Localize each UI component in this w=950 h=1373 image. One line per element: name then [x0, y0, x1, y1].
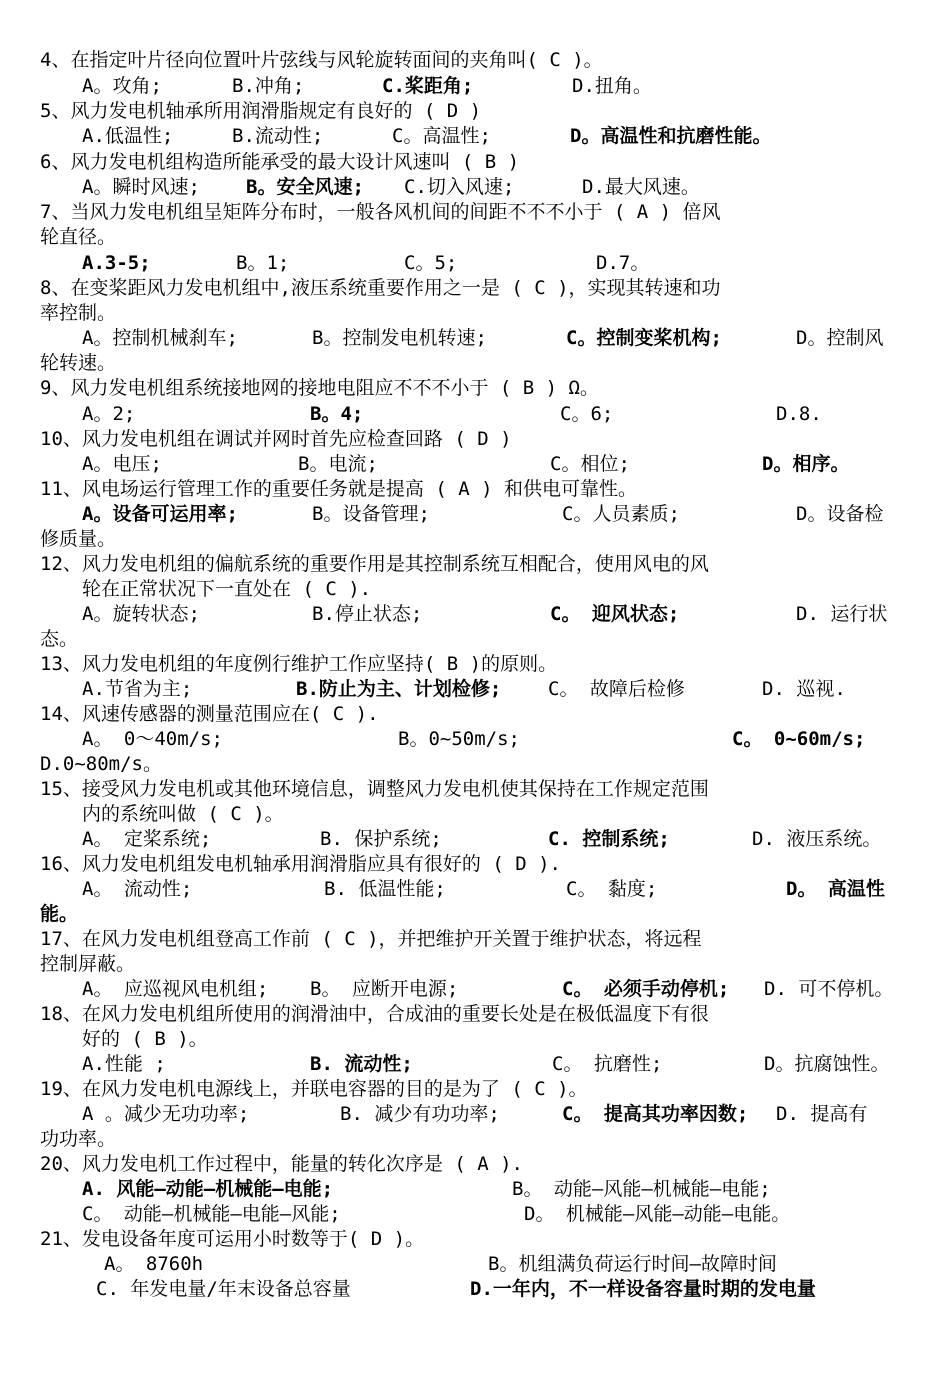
option-b: B。控制发电机转速; — [312, 327, 487, 349]
option-d-answer: D。 高温性 — [786, 878, 885, 900]
option-a: A。瞬时风速; — [82, 176, 200, 198]
document-page: 4、在指定叶片径向位置叶片弦线与风轮旋转面间的夹角叫( C )。 A。攻角; B.冲角; C.桨距角; D.扭角。 5、风力发电机轴承所用润滑脂规定有良好的 ( D ) A.低温性; B.流动性; C。高温性; D。高温性和抗磨性能。 6、风力发电机组构造所能承受的最大设计风速叫 ( B ) A。瞬时风速; B。安全风速; C.切入风速; D.最大风速。 7、当风力发电机组呈矩阵分布时，一般各风机间的间距不不不小于 ( A ) 倍风 轮直径。 A.3-5; B。1; C。5; D.7。 8、在变桨距风力发电机组中,液压系统重要作用之一是 ( C )，实现其转速和功 率控制。 A。控制机械刹车; B。控制发电机转速; C。控制变桨机构; D。控制风 轮转速。 9、风力发电机组系统接地网的接地电阻应不不不小于 ( B ) Ω。 A。2; B。4; C。6; D.8. 10、风力发电机组在调试并网时首先应检查回路 ( D ) A。电压; B。电流; C。相位; D。相序。 11、风电场运行管理工作的重要任务就是提高 ( A ) 和供电可靠性。 A。设备可运用率; B。设备管理; C。人员素质; D。设备检 修质量。 12、风力发电机组的偏航系统的重要作用是其控制系统互相配合，使用风电的风 轮在正常状况下一直处在 ( C ). A。旋转状态; B.停止状态; C。 迎风状态; D. 运行状 态。 13、风力发电机组的年度例行维护工作应坚持( B )的原则。 A.节省为主; B.防止为主、计划检修; C。 故障后检修 D. 巡视. 14、风速传感器的测量范围应在( C ). A。 0～40m/s; B。0~50m/s; C。 0~60m/s; D.0~80m/s。 15、接受风力发电机或其他环境信息，调整风力发电机使其保持在工作规定范围 内的系统叫做 ( C )。 A。 定桨系统; B. 保护系统; C. 控制系统; D. 液压系统。 16、风力发电机组发电机轴承用润滑脂应具有很好的 ( D ). A。 流动性; B. 低温性能; C。 黏度; D。 高温性 能。 17、在风力发电机组登高工作前 ( C )，并把维护开关置于维护状态，将远程 控制屏蔽。 A。 应巡视风电机组; B。 应断开电源; C。 必须手动停机; D. 可不停机。 18、在风力发电机组所使用的润滑油中，合成油的重要长处是在极低温度下有很 好的 ( B )。 A.性能 ; B. 流动性; C。 抗磨性; D。抗腐蚀性。 19、在风力发电机电源线上，并联电容器的目的是为了 ( C )。 A 。减少无功功率; B. 减少有功功率; C。 提高其功率因数; D. 提高有 功功率。 20、风力发电机工作过程中，能量的转化次序是 ( A ). A. 风能—动能—机械能—电能; B。 动能—风能—机械能—电能; C。 动能—机械能—电能—风能; D。 机械能—风能—动能—电能。 21、发电设备年度可运用小时数等于( D )。 A。 8760h B。机组满负荷运行时间—故障时间 C. 年发电量/年末设备总容量 D.一年内，不一样设备容量时期的发电量 — [0, 0, 950, 1344]
option-a: A 。减少无功功率; — [82, 1103, 250, 1125]
option-d: D。抗腐蚀性。 — [764, 1053, 890, 1075]
option-c-answer: C。控制变桨机构; — [566, 327, 722, 349]
option-b-answer: B。4; — [310, 403, 364, 425]
question-21-options-row2 — [0, 1277, 950, 1373]
option-a: A.性能 ; — [82, 1053, 166, 1075]
option-c: C。 黏度; — [566, 878, 658, 900]
option-c-answer: C。 0~60m/s; — [732, 728, 866, 750]
option-d: D. 液压系统。 — [752, 828, 882, 850]
option-c: C。5; — [404, 252, 458, 274]
option-c: C. 年发电量/年末设备总容量 — [96, 1278, 351, 1300]
option-a: A。2; — [82, 403, 136, 425]
option-c-answer: C。 必须手动停机; — [562, 978, 730, 1000]
option-b: B。1; — [236, 252, 290, 274]
option-a: A。 8760h — [104, 1253, 204, 1275]
option-a-answer: A。设备可运用率; — [82, 503, 238, 525]
option-c-answer: C。 迎风状态; — [550, 603, 680, 625]
option-c-answer: C. 控制系统; — [548, 828, 670, 850]
option-a: A。 流动性; — [82, 878, 193, 900]
option-a: A。旋转状态; — [82, 603, 200, 625]
option-d-answer: D。相序。 — [762, 453, 850, 475]
option-b: B。0~50m/s; — [398, 728, 520, 750]
option-c: C。 抗磨性; — [552, 1053, 663, 1075]
option-c-answer: C。 提高其功率因数; — [562, 1103, 749, 1125]
option-d: D. 提高有 — [776, 1103, 868, 1125]
option-a-answer: A.3-5; — [82, 252, 151, 274]
option-d: D。 机械能—风能—动能—电能。 — [524, 1203, 791, 1225]
option-d: D.0~80m/s。 — [40, 753, 162, 775]
option-b: B。 动能—风能—机械能—电能; — [512, 1178, 771, 1200]
option-b: B。 应断开电源; — [310, 978, 459, 1000]
option-c: C。高温性; — [392, 125, 491, 147]
option-d: D.扭角。 — [572, 75, 652, 97]
option-b: B.停止状态; — [312, 603, 423, 625]
option-a-answer: A. 风能—动能—机械能—电能; — [82, 1178, 334, 1200]
option-a: A.节省为主; — [82, 678, 193, 700]
option-c: C。 动能—机械能—电能—风能; — [82, 1203, 341, 1225]
option-b: B。设备管理; — [312, 503, 430, 525]
option-a: A。控制机械刹车; — [82, 327, 238, 349]
option-d: D.8. — [776, 403, 822, 425]
option-d: D.7。 — [596, 252, 650, 274]
option-b: B.流动性; — [232, 125, 324, 147]
option-d: D. 运行状 — [796, 603, 888, 625]
option-a: A。攻角; — [82, 75, 162, 97]
option-a: A。电压; — [82, 453, 162, 475]
option-b: B. 低温性能; — [324, 878, 446, 900]
option-a: A。 定桨系统; — [82, 828, 212, 850]
option-c: C。相位; — [550, 453, 630, 475]
option-b-answer: B.防止为主、计划检修; — [296, 678, 502, 700]
option-d: D. 可不停机。 — [764, 978, 894, 1000]
option-d: D. 巡视. — [762, 678, 846, 700]
option-b: B. 减少有功功率; — [340, 1103, 500, 1125]
option-c-answer: C.桨距角; — [382, 75, 474, 97]
option-d-answer: D.一年内，不一样设备容量时期的发电量 — [470, 1278, 816, 1300]
option-c: C。 故障后检修 — [548, 678, 685, 700]
option-b: B. 保护系统; — [320, 828, 442, 850]
option-a: A。 0～40m/s; — [82, 728, 223, 750]
option-b: B。电流; — [298, 453, 378, 475]
option-d: D。控制风 — [796, 327, 884, 349]
option-a: A.低温性; — [82, 125, 174, 147]
option-b-answer: B。安全风速; — [246, 176, 364, 198]
option-c: C.切入风速; — [404, 176, 515, 198]
option-b: B。机组满负荷运行时间—故障时间 — [488, 1253, 777, 1275]
option-d: D。设备检 — [796, 503, 884, 525]
option-d: D.最大风速。 — [582, 176, 700, 198]
option-b: B.冲角; — [232, 75, 305, 97]
option-b-answer: B. 流动性; — [310, 1053, 413, 1075]
option-d-answer: D。高温性和抗磨性能。 — [570, 125, 772, 147]
option-a: A。 应巡视风电机组; — [82, 978, 269, 1000]
option-c: C。人员素质; — [562, 503, 680, 525]
option-c: C。6; — [560, 403, 614, 425]
